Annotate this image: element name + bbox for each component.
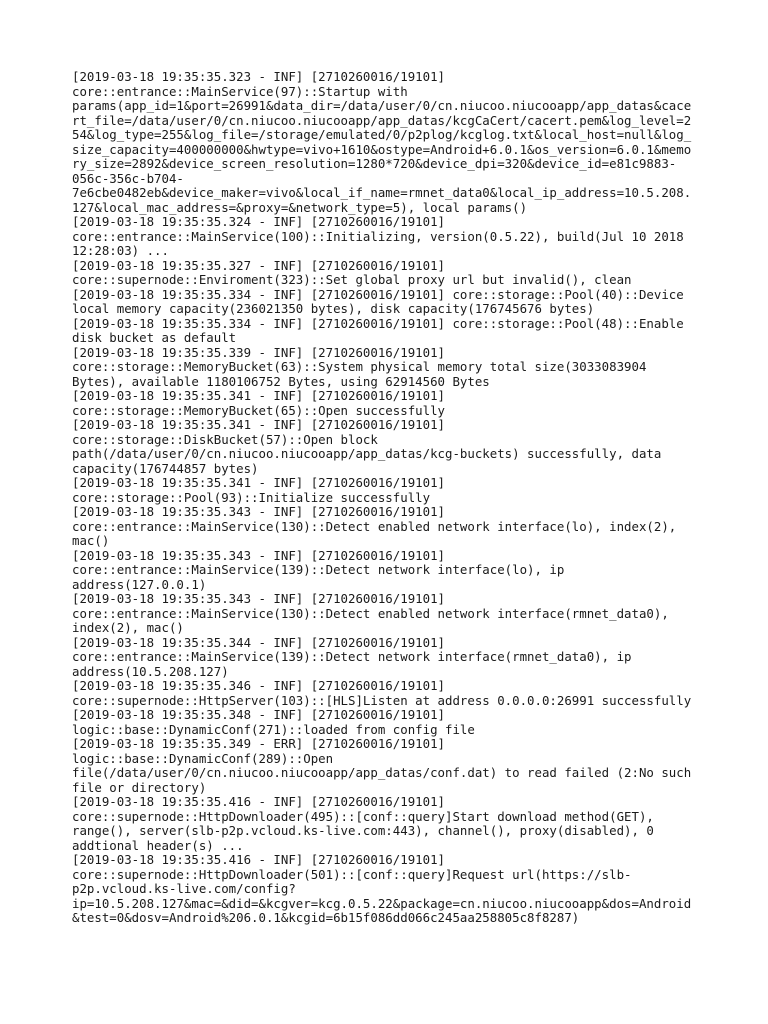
- log-line: logic::base::DynamicConf(289)::Open: [72, 750, 334, 766]
- log-line: 54&log_type=255&log_file=/storage/emulated/0/p2plog/kcglog.txt&local_host=null&log_: [72, 127, 692, 142]
- log-line: [2019-03-18 19:35:35.323 - INF] [2710260016/19101]: [72, 69, 445, 84]
- log-line: ip=10.5.208.127&mac=&did=&kcgver=kcg.0.5.22&package=cn.niucoo.niucooapp&dos=Android: [72, 895, 692, 911]
- log-line: range(), server(slb-p2p.vcloud.ks-live.com:443), channel(), proxy(disabled), 0: [72, 823, 654, 838]
- log-line: 7e6cbe0482eb&device_maker=vivo&local_if_name=rmnet_data0&local_ip_address=10.5.208.: [72, 185, 692, 200]
- log-line: [2019-03-18 19:35:35.341 - INF] [2710260016/19101]: [72, 417, 445, 432]
- log-line: addtional header(s) ...: [72, 837, 244, 853]
- log-line: core::entrance::MainService(139)::Detect network interface(rmnet_data0), ip: [72, 649, 632, 664]
- log-line: core::storage::MemoryBucket(65)::Open successfully: [72, 402, 445, 418]
- log-line: core::storage::DiskBucket(57)::Open block: [72, 431, 378, 447]
- log-line: [2019-03-18 19:35:35.343 - INF] [2710260016/19101]: [72, 504, 445, 519]
- log-line: [2019-03-18 19:35:35.339 - INF] [2710260016/19101]: [72, 344, 445, 360]
- log-line: [2019-03-18 19:35:35.416 - INF] [2710260016/19101]: [72, 852, 445, 867]
- log-line: core::supernode::HttpServer(103)::[HLS]Listen at address 0.0.0.0:26991 successfully: [72, 692, 692, 708]
- log-line: [2019-03-18 19:35:35.334 - INF] [2710260016/19101] core::storage::Pool(48)::Enable: [72, 315, 684, 331]
- log-line: file(/data/user/0/cn.niucoo.niucooapp/app_datas/conf.dat) to read failed (2:No such: [72, 765, 692, 780]
- log-line: path(/data/user/0/cn.niucoo.niucooapp/app_datas/kcg-buckets) successfully, data: [72, 446, 662, 461]
- log-line: address(127.0.0.1): [72, 576, 207, 592]
- log-line: core::supernode::Enviroment(323)::Set global proxy url but invalid(), clean: [72, 272, 632, 287]
- log-line: [2019-03-18 19:35:35.346 - INF] [2710260016/19101]: [72, 678, 445, 693]
- log-line: file or directory): [72, 779, 207, 795]
- log-line: core::supernode::HttpDownloader(495)::[conf::query]Start download method(GET),: [72, 808, 654, 824]
- log-line: [2019-03-18 19:35:35.349 - ERR] [2710260016/19101]: [72, 736, 445, 751]
- log-document: [72, 70, 702, 926]
- log-line: core::entrance::MainService(130)::Detect enabled network interface(rmnet_data0),: [72, 605, 669, 621]
- log-line: 127&local_mac_address=&proxy=&network_type=5), local params(): [72, 199, 528, 215]
- log-line: core::entrance::MainService(97)::Startup with: [72, 83, 408, 99]
- log-line: [2019-03-18 19:35:35.334 - INF] [2710260016/19101] core::storage::Pool(40)::Device: [72, 286, 684, 302]
- log-line: [2019-03-18 19:35:35.344 - INF] [2710260016/19101]: [72, 634, 445, 650]
- log-line: 056c-356c-b704-: [72, 170, 184, 186]
- log-line: params(app_id=1&port=26991&data_dir=/data/user/0/cn.niucoo.niucooapp/app_datas&cace: [72, 98, 692, 113]
- log-line: [2019-03-18 19:35:35.341 - INF] [2710260016/19101]: [72, 388, 445, 403]
- log-line: [2019-03-18 19:35:35.343 - INF] [2710260016/19101]: [72, 547, 445, 563]
- log-line: rt_file=/data/user/0/cn.niucoo.niucooapp/app_datas/kcgCaCert/cacert.pem&log_level=2: [72, 112, 692, 128]
- log-line: ry_size=2892&device_screen_resolution=1280*720&device_dpi=320&device_id=e81c9883-: [72, 156, 677, 171]
- log-line: [2019-03-18 19:35:35.324 - INF] [2710260016/19101]: [72, 214, 445, 229]
- log-line: size_capacity=400000000&hwtype=vivo+1610&ostype=Android+6.0.1&os_version=6.0.1&memo: [72, 141, 692, 157]
- log-line: &test=0&dosv=Android%206.0.1&kcgid=6b15f086dd066c245aa258805c8f8287): [72, 910, 580, 925]
- log-line: core::entrance::MainService(139)::Detect network interface(lo), ip: [72, 562, 565, 577]
- log-line: p2p.vcloud.ks-live.com/config?: [72, 881, 296, 896]
- log-line: [2019-03-18 19:35:35.348 - INF] [2710260016/19101]: [72, 707, 445, 722]
- log-line: [2019-03-18 19:35:35.327 - INF] [2710260016/19101]: [72, 257, 445, 273]
- log-line: 12:28:03) ...: [72, 243, 169, 258]
- log-line: logic::base::DynamicConf(271)::loaded from config file: [72, 721, 475, 737]
- log-line: [2019-03-18 19:35:35.343 - INF] [2710260016/19101]: [72, 591, 445, 606]
- log-line: core::storage::MemoryBucket(63)::System physical memory total size(3033083904: [72, 359, 647, 374]
- log-line: core::storage::Pool(93)::Initialize successfully: [72, 489, 431, 505]
- log-line: [2019-03-18 19:35:35.341 - INF] [2710260016/19101]: [72, 475, 445, 490]
- log-line: core::entrance::MainService(100)::Initializing, version(0.5.22), build(Jul 10 2018: [72, 228, 684, 244]
- log-line: [2019-03-18 19:35:35.416 - INF] [2710260016/19101]: [72, 794, 445, 809]
- log-line: index(2), mac(): [72, 620, 184, 635]
- log-line: Bytes), available 1180106752 Bytes, using 62914560 Bytes: [72, 373, 490, 389]
- log-line: core::entrance::MainService(130)::Detect enabled network interface(lo), index(2),: [72, 518, 677, 534]
- log-line: local memory capacity(236021350 bytes), disk capacity(176745676 bytes): [72, 301, 595, 316]
- log-line: mac(): [72, 533, 110, 548]
- log-line: core::supernode::HttpDownloader(501)::[conf::query]Request url(https://slb-: [72, 866, 632, 882]
- log-line: capacity(176744857 bytes): [72, 460, 259, 476]
- log-line: disk bucket as default: [72, 330, 237, 345]
- log-line: address(10.5.208.127): [72, 663, 229, 679]
